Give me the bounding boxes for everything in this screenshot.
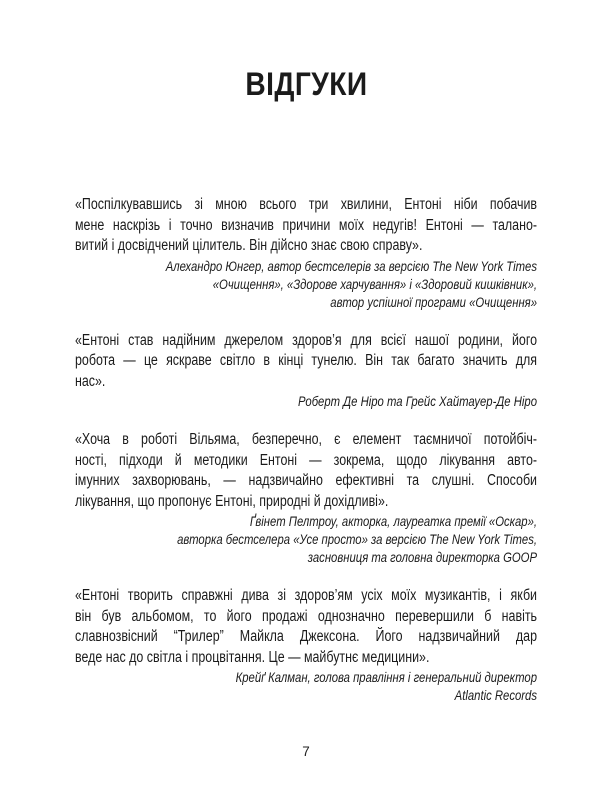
- quote-attribution: [75, 392, 537, 410]
- quote-line: робота — це яскраве світло в кінці тунелю. Він так багато значить для: [75, 352, 538, 369]
- attribution-line: «Очищення», «Здорове харчування» і «Здоровий кишківник»,: [212, 275, 537, 292]
- quote-line: витий і досвідчений цілитель. Він дійсно знає свою справу».: [75, 237, 423, 254]
- quote-text: [75, 586, 537, 668]
- quote-line: «Поспілкувавшись зі мною всього три хвилини, Ентоні ніби побачив: [75, 196, 538, 213]
- quote-line: ності, підходи й методики Ентоні — зокрема, щодо лікування авто-: [75, 451, 538, 469]
- quote-text: [75, 195, 537, 257]
- quote-line: лікування, що пропонує Ентоні, природні й дохідливі».: [75, 492, 389, 510]
- attribution-line: автор успішної програми «Очищення»: [330, 293, 537, 310]
- attribution-line: Ґвінет Пелтроу, акторка, лауреатка премії «Оскар»,: [249, 513, 538, 529]
- page-title: [0, 0, 612, 101]
- quote-line: «Хоча в роботі Вільяма, безперечно, є елемент таємничої потойбіч-: [75, 431, 538, 448]
- review-block-2: [75, 331, 537, 411]
- quote-line: він був альбомом, то його продажі однозначно перевершили б навіть: [75, 607, 538, 625]
- reviews-list: [75, 195, 537, 704]
- quote-attribution: [75, 668, 537, 704]
- quote-line: імунних захворювань, — надзвичайно ефективні та слушні. Способи: [75, 472, 538, 489]
- review-block-1: [75, 195, 537, 311]
- attribution-line: авторка бестселера «Усе просто» за версією The New York Times,: [177, 531, 537, 547]
- page-number: 7: [302, 744, 310, 759]
- quote-line: мене наскрізь і точно визначив причини моїх недугів! Ентоні — талано-: [75, 216, 538, 234]
- review-block-3: [75, 430, 537, 566]
- quote-line: славнозвісний “Трилер” Майкла Джексона. Його надзвичайний дар: [75, 628, 538, 645]
- quote-line: веде нас до світла і процвітання. Це — майбутнє медицини».: [75, 648, 430, 666]
- page-title-text: ВІДГУКИ: [244, 66, 368, 102]
- quote-text: [75, 331, 537, 393]
- attribution-line: Роберт Де Ніро та Грейс Хайтауер-Де Ніро: [297, 393, 537, 409]
- quote-attribution: [75, 512, 537, 566]
- quote-line: «Ентоні творить справжні дива зі здоров’ям усіх моїх музикантів, і якби: [75, 587, 538, 604]
- attribution-line: Atlantic Records: [454, 687, 537, 703]
- quote-line: нас».: [75, 372, 106, 390]
- attribution-line: засновниця та головна директорка GOOP: [307, 549, 537, 565]
- attribution-line: Алехандро Юнгер, автор бестселерів за версією The New York Times: [165, 257, 537, 274]
- quote-attribution: [75, 257, 537, 311]
- attribution-line: Крейґ Калман, голова правління і генеральний директор: [235, 669, 537, 685]
- quote-text: [75, 430, 537, 512]
- review-block-4: [75, 586, 537, 704]
- quote-line: «Ентоні став надійним джерелом здоров’я для всієї нашої родини, його: [75, 331, 538, 349]
